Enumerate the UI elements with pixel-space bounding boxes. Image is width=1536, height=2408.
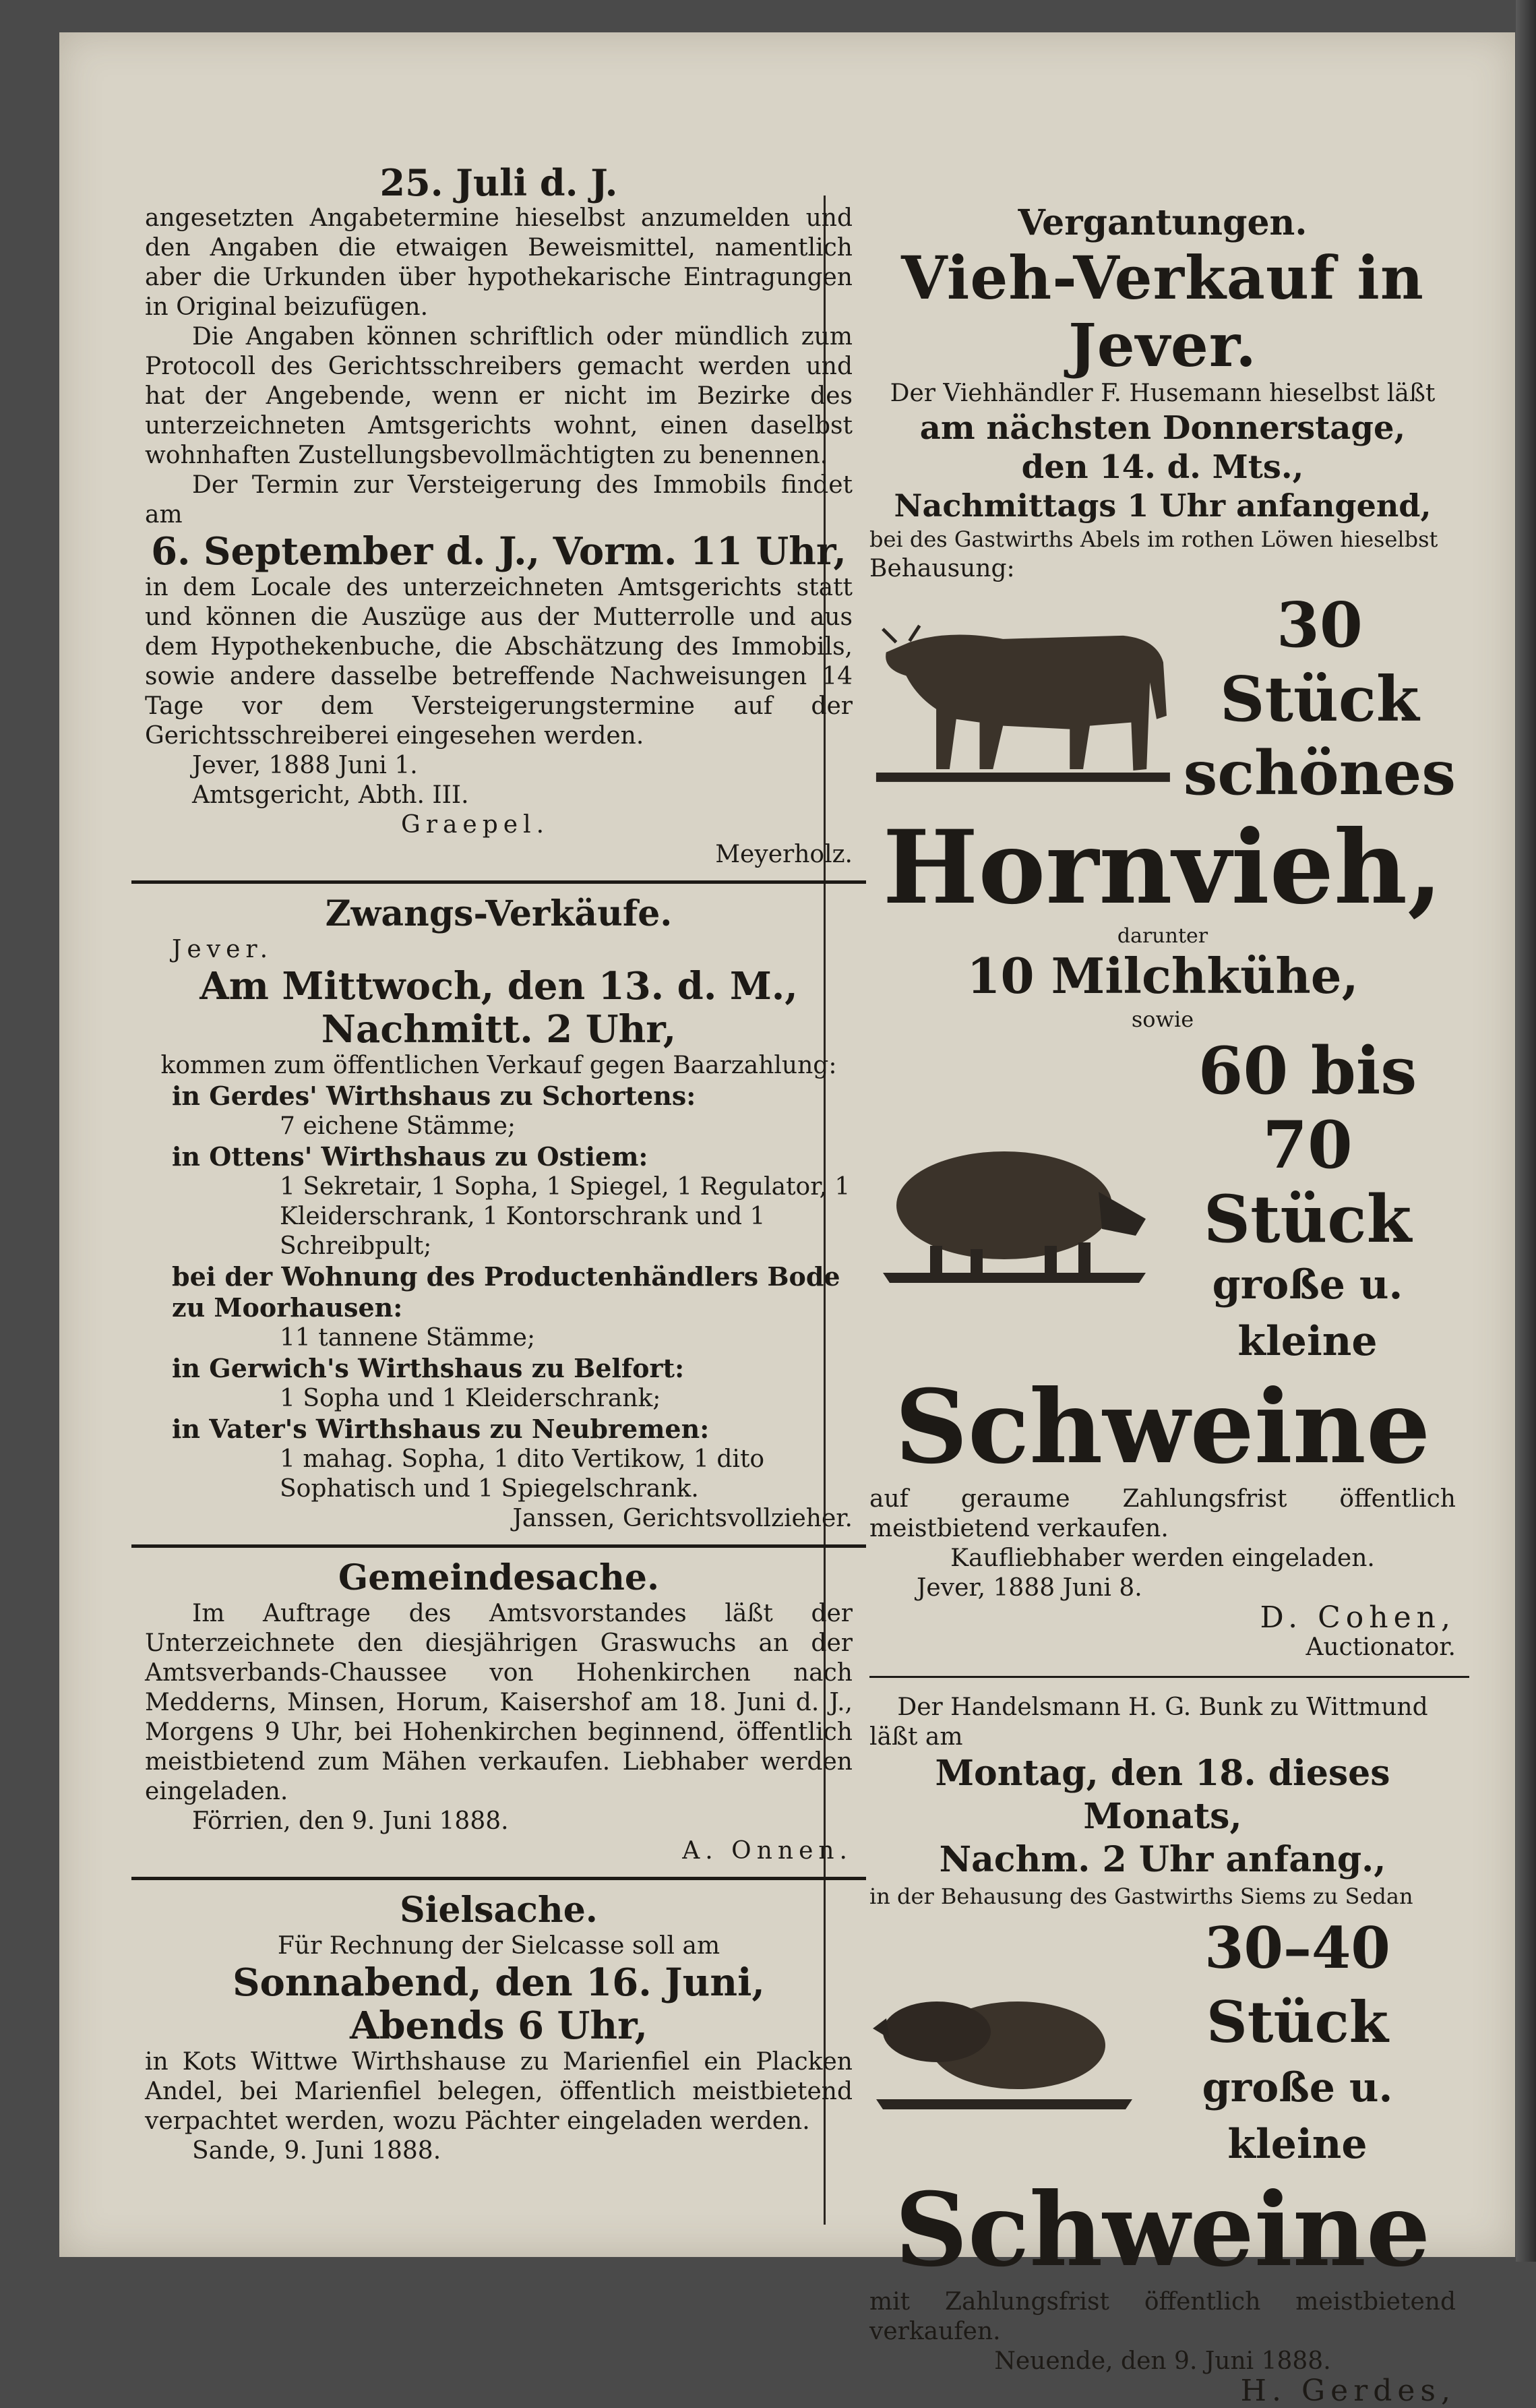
gemeinde-text: Im Auftrage des Amtsvorstandes läßt der Unterzeichnete den diesjährigen Graswuchs an der Amtsverbands-Chaussee von Hohenkirchen nach Medderns, Minsen, Horum, Kaisershof am 18. Juni d. J., Morgens 9 Uhr, bei Hohenkirchen beginnend, öffentlich meistbietend zum Mähen verkaufen. Liebhaber werden eingeladen. (145, 1600, 853, 1805)
siel-intro: Für Rechnung der Sielcasse soll am (277, 1932, 720, 1960)
ad2-pig-row (869, 1911, 1456, 2173)
ad1-schweine: Schweine (894, 1368, 1431, 1486)
ad1-milchkuehe: 10 Milchkühe, (966, 947, 1359, 1004)
notice-paragraph-2: Die Angaben können schriftlich oder mündlich zum Protocoll des Gerichtsschreibers gemacht werden und hat der Angebende, wenn er nicht im Bezirke des unterzeichneten Amtsgerichts wohnt, einen daselbst wohnhaften Zustellungsbevollmächtigten zu benennen. (145, 323, 853, 469)
siel-date: Sonnabend, den 16. Juni, (233, 1960, 765, 2005)
siel-time: Abends 6 Uhr, (349, 2004, 648, 2048)
sale-item-goods: 7 eichene Stämme; (280, 1112, 516, 1140)
ad2-size: große u. kleine (1202, 2064, 1393, 2168)
ad2-schweine: Schweine (894, 2171, 1431, 2289)
sale-date: Am Mittwoch, den 13. d. M., (199, 964, 798, 1009)
ad1-stueck: Stück (1203, 1181, 1412, 1257)
ad1-number: 30 Stück (1220, 589, 1419, 735)
sale-signature: Janssen, Gerichtsvollzieher. (512, 1505, 853, 1532)
ad1-pig-count (1159, 1034, 1456, 1370)
cow-illustration (869, 601, 1184, 797)
ad1-hornvieh: Hornvieh, (882, 808, 1443, 927)
sale-item-location: in Vater's Wirthshaus zu Neubremen: (172, 1414, 710, 1444)
section-heading-vergantungen: Vergantungen. (1018, 202, 1308, 243)
sale-time: Nachmitt. 2 Uhr, (321, 1007, 677, 1052)
ad-rule (869, 1676, 1469, 1678)
ad1-line-2: am nächsten Donnerstage, (919, 409, 1406, 447)
ad1-darunter: darunter (1117, 924, 1208, 948)
pig-leg (1045, 1246, 1057, 1273)
ad2-line-1: Der Handelsmann H. G. Bunk zu Wittmund (897, 1693, 1428, 1721)
sale-item-goods: 1 Sekretair, 1 Sopha, 1 Spiegel, 1 Regulator, 1 Kleiderschrank, 1 Kontorschrank und 1 Schreibpult; (280, 1173, 851, 1260)
right-column (869, 202, 1456, 2406)
notice-paragraph-3: Der Termin zur Versteigerung des Immobils findet am (145, 471, 853, 529)
sale-items-list (145, 1081, 853, 1504)
ad2-time: Nachm. 2 Uhr anfang., (939, 1839, 1386, 1880)
sale-place: Jever. (172, 936, 274, 963)
ad1-place-date: Jever, 1888 Juni 8. (917, 1574, 1142, 1602)
sale-item-goods: 1 mahag. Sopha, 1 dito Vertikow, 1 dito Sophatisch und 1 Spiegelschrank. (280, 1445, 765, 1503)
ad1-pig-size: große u. kleine (1212, 1261, 1403, 1365)
ad1-cow-count (1184, 588, 1456, 810)
ad1-line-4: Nachmittags 1 Uhr anfangend, (894, 487, 1432, 524)
ad2-date: Montag, den 18. dieses Monats, (935, 1753, 1390, 1837)
sale-item-location: in Gerwich's Wirthshaus zu Belfort: (172, 1353, 685, 1383)
ad1-title: Vieh-Verkauf in Jever. (901, 243, 1424, 380)
cow-horns (883, 626, 919, 642)
ad1-adjective: schönes (1183, 738, 1456, 809)
sale-intro: kommen zum öffentlichen Verkauf gegen Baarzahlung: (160, 1052, 837, 1079)
section-heading-gemeindesache: Gemeindesache. (338, 1557, 660, 1598)
notice-place-date: Jever, 1888 Juni 1. (192, 752, 418, 779)
section-rule (131, 1544, 866, 1548)
section-heading-sielsache: Sielsache. (400, 1890, 598, 1931)
ad2-number: 30–40 Stück (1204, 1915, 1390, 2055)
ad2-place-date: Neuende, den 9. Juni 1888. (994, 2347, 1331, 2375)
ad1-line-3: den 14. d. Mts., (1021, 448, 1304, 486)
notice-judge: Graepel. (401, 811, 550, 839)
sale-item-location: in Gerdes' Wirthshaus zu Schortens: (172, 1081, 696, 1111)
ad1-terms: auf geraume Zahlungsfrist öffentlich meistbietend verkaufen. (869, 1485, 1456, 1542)
ad2-pig-count (1139, 1911, 1456, 2173)
pig-illustration (869, 1118, 1159, 1286)
pig-body (883, 2001, 991, 2062)
section-heading-zwangsverkaeufe: Zwangs-Verkäufe. (325, 893, 673, 934)
notice-clerk: Meyerholz. (715, 841, 853, 868)
sale-item-goods: 11 tannene Stämme; (280, 1324, 536, 1352)
page-edge-strip (1516, 0, 1536, 2262)
ad2-location: in der Behausung des Gastwirths Siems zu Sedan (869, 1884, 1413, 1909)
ad2-terms: mit Zahlungsfrist öffentlich meistbietend verkaufen. (869, 2288, 1456, 2345)
sale-item-location: bei der Wohnung des Productenhändlers Bode zu Moorhausen: (172, 1261, 840, 1323)
ad1-pig-number: 60 bis 70 (1198, 1033, 1417, 1183)
cow-body (886, 634, 1167, 771)
siel-text: in Kots Wittwe Wirthshause zu Marienfiel ein Placken Andel, bei Marienfiel belegen, öffentlich meistbietend verpachtet werden, wozu Pächter eingeladen werden. (145, 2048, 853, 2135)
pig-snout (1099, 1192, 1146, 1236)
deadline-date: 25. Juli d. J. (379, 161, 618, 204)
ad2-signature: H. Gerdes, (1240, 2374, 1456, 2408)
notice-paragraph-4: in dem Locale des unterzeichneten Amtsgerichts statt und können die Auszüge aus der Mutterrolle und aus dem Hypothekenbuche, die Abschätzung des Immobils, sowie andere dasselbe betreffende Nachweisungen 14 Tage vor dem Versteigerungstermine auf der Gerichtsschreiberei eingesehen werden. (145, 574, 853, 750)
ground-strip (876, 773, 1170, 782)
sale-item-goods: 1 Sopha und 1 Kleiderschrank; (280, 1385, 661, 1412)
section-rule (131, 1877, 866, 1880)
ad1-sowie: sowie (1131, 1006, 1194, 1032)
auction-date: 6. September d. J., Vorm. 11 Uhr, (151, 529, 847, 574)
pig-leg (930, 1246, 942, 1273)
ground-strip (883, 1273, 1146, 1283)
gemeinde-signature: A. Onnen. (682, 1837, 853, 1865)
siel-place-date: Sande, 9. Juni 1888. (192, 2137, 441, 2165)
notice-court: Amtsgericht, Abth. III. (192, 781, 469, 809)
ad1-line-1: Der Viehhändler F. Husemann hieselbst läßt (890, 380, 1436, 407)
ad1-line-6: Behausung: (869, 555, 1015, 582)
pig-leg (1078, 1242, 1090, 1273)
ad1-line-5: bei des Gastwirths Abels im rothen Löwen hieselbst (869, 526, 1438, 552)
ad2-line-2: läßt am (869, 1723, 963, 1751)
sale-item-location: in Ottens' Wirthshaus zu Ostiem: (172, 1141, 648, 1172)
ad1-cow-row (869, 588, 1456, 810)
pigs-illustration (869, 1971, 1139, 2113)
gemeinde-place-date: Förrien, den 9. Juni 1888. (192, 1807, 509, 1835)
ad1-invite: Kaufliebhaber werden eingeladen. (950, 1544, 1375, 1572)
ground-strip (876, 2099, 1132, 2109)
left-column (145, 162, 853, 2166)
ad1-pig-row (869, 1034, 1456, 1370)
section-rule (131, 880, 866, 884)
pig-leg (971, 1249, 983, 1273)
ad1-role: Auctionator. (1305, 1633, 1456, 1661)
notice-paragraph-1: angesetzten Angabetermine hieselbst anzumelden und den Angaben die etwaigen Beweismittel, namentlich aber die Urkunden über hypothekarische Eintragungen in Original beizufügen. (145, 204, 853, 321)
ad1-signature: D. Cohen, (1260, 1600, 1456, 1635)
